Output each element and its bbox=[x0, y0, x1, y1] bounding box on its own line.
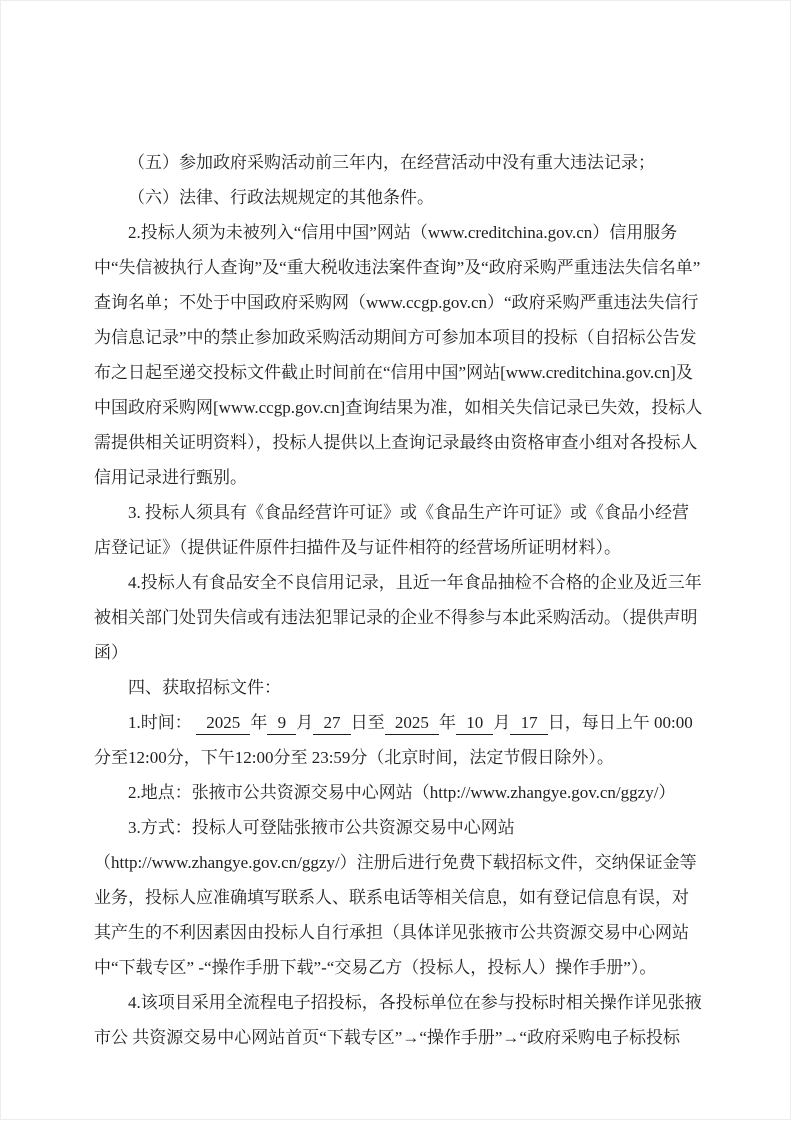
blank-start-day: 27 bbox=[313, 712, 350, 735]
paragraph-food-safety: 4.投标人有食品安全不良信用记录，且近一年食品抽检不合格的企业及近三年被相关部门处罚失信或有违法犯罪记录的企业不得参与本此采购活动。（提供声明函） bbox=[94, 573, 702, 662]
blank-start-month: 9 bbox=[267, 712, 296, 735]
time-prefix: 1.时间： bbox=[128, 713, 196, 732]
section-heading-obtain-documents: 四、获取招标文件： bbox=[128, 678, 281, 697]
paragraph-ebidding: 4.该项目采用全流程电子招投标，各投标单位在参与投标时相关操作详见张掖市公 共资源交易中心网站首页“下载专区”→“操作手册”→“政府采购电子标投标 bbox=[94, 993, 702, 1047]
blank-end-year: 2025 bbox=[385, 712, 439, 735]
time-suffix: 日，每日上午 00:00 分至12:00分，下午12:00分至 23:59分（北京时间，法定节假日除外）。 bbox=[94, 713, 693, 767]
blank-end-day: 17 bbox=[510, 712, 547, 735]
paragraph-time bbox=[94, 705, 704, 775]
time-to-label: 日至 bbox=[350, 713, 385, 732]
paragraph-food-license: 3. 投标人须具有《食品经营许可证》或《食品生产许可证》或《食品小经营店登记证》（提供证件原件扫描件及与证件相符的经营场所证明材料）。 bbox=[94, 503, 689, 557]
time-month-label-2: 月 bbox=[493, 713, 511, 732]
blank-start-year: 2025 bbox=[196, 712, 250, 735]
time-year-label-1: 年 bbox=[250, 713, 268, 732]
time-month-label-1: 月 bbox=[296, 713, 314, 732]
paragraph-condition-5: （五）参加政府采购活动前三年内，在经营活动中没有重大违法记录； bbox=[128, 153, 655, 172]
paragraph-location: 2.地点：张掖市公共资源交易中心网站（http://www.zhangye.gov.cn/ggzy/） bbox=[128, 783, 676, 802]
paragraph-credit-check: 2.投标人须为未被列入“信用中国”网站（www.creditchina.gov.cn）信用服务中“失信被执行人查询”及“重大税收违法案件查询”及“政府采购严重违法失信名单” 查询名单；不处于中国政府采购网（www.ccgp.gov.cn）“政府采购严重违法失信行为信息记录”中的禁止参加政采购活动期间方可参加本项目的投标（自招标公告发布之日起至递交投标文件截止时间前在“信用中国”网站[www.creditchina.gov.cn]及中国政府采购网[www.ccgp.gov.cn]查询结果为准，如相关失信记录已失效，投标人需提供相关证明资料），投标人提供以上查询记录最终由资格审查小组对各投标人信用记录进行甄别。 bbox=[94, 223, 718, 487]
document-text-block bbox=[94, 145, 718, 1055]
paragraph-condition-6: （六）法律、行政法规规定的其他条件。 bbox=[128, 188, 434, 207]
paragraph-method: 3.方式：投标人可登陆张掖市公共资源交易中心网站（http://www.zhangye.gov.cn/ggzy/）注册后进行免费下载招标文件，交纳保证金等业务，投标人应准确填写联系人、联系电话等相关信息，如有登记信息有误，对其产生的不利因素因由投标人自行承担（具体详见张掖市公共资源交易中心网站中“下载专区” -“操作手册下载”-“交易乙方（投标人，投标人）操作手册”）。 bbox=[94, 818, 697, 977]
blank-end-month: 10 bbox=[456, 712, 493, 735]
time-year-label-2: 年 bbox=[439, 713, 456, 732]
